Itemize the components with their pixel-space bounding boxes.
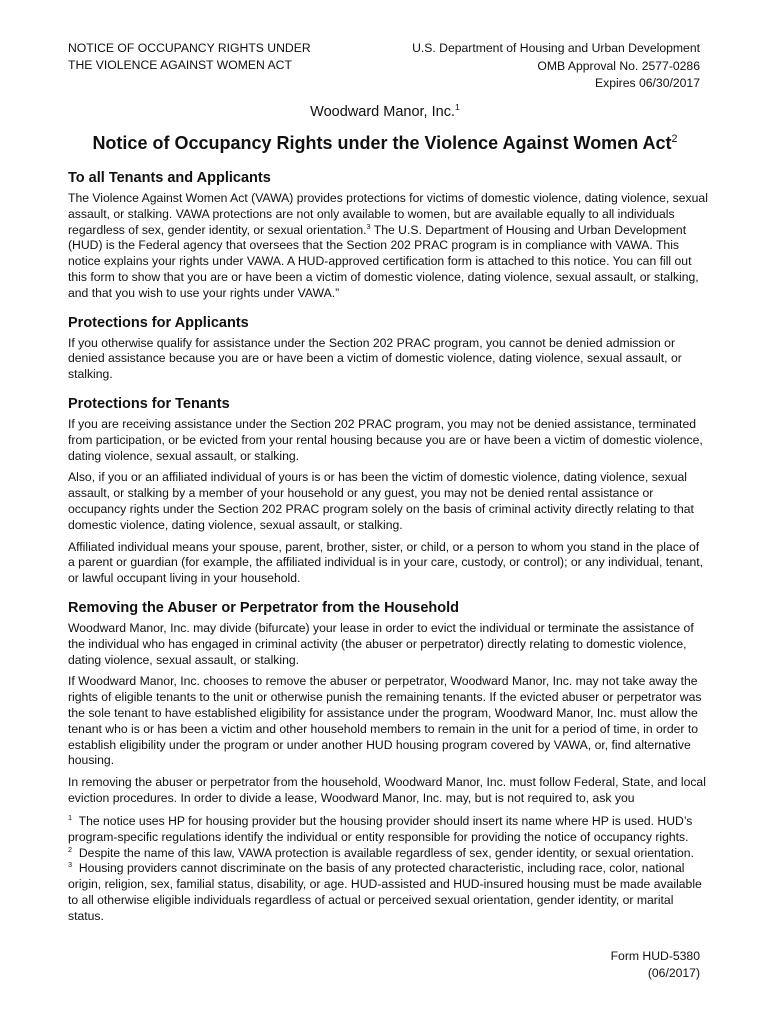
paragraph-text: The Violence Against Women Act (VAWA) provides protections for victims of domestic violence, dating violence, sexual assault, or stalking. VAWA protections are not only available to women, but are available equally to all individuals regardless of sex, gender identity, or sexual orientation. xyxy=(68,191,708,237)
footnote-ref: 1 xyxy=(454,102,460,113)
footnote-ref: 2 xyxy=(671,133,678,145)
footnote xyxy=(68,861,708,924)
header-left-line1: NOTICE OF OCCUPANCY RIGHTS UNDER xyxy=(68,41,311,55)
header-left-line2: THE VIOLENCE AGAINST WOMEN ACT xyxy=(68,58,292,72)
page-title xyxy=(0,133,770,154)
paragraph: In removing the abuser or perpetrator from the household, Woodward Manor, Inc. must follow Federal, State, and local eviction procedures. In order to divide a lease, Woodward Manor, Inc. may, but is not required to, ask you xyxy=(68,775,706,805)
agency-name: U.S. Department of Housing and Urban Development xyxy=(412,41,700,55)
header-right xyxy=(340,40,700,93)
footnote-text: Housing providers cannot discriminate on the basis of any protected characteristic, including race, color, national origin, religion, sex, familial status, disability, or age. HUD-assisted and HUD-insured housing must be made available to all otherwise eligible individuals regardless of actual or perceived sexual orientation, gender identity, or marital status. xyxy=(68,861,702,923)
footnote-number: 3 xyxy=(68,860,73,870)
section-heading-applicants: Protections for Applicants xyxy=(68,314,249,331)
expiration-date: Expires 06/30/2017 xyxy=(594,76,700,90)
footnote-number: 1 xyxy=(68,812,73,822)
footnote-text: The notice uses HP for housing provider but the housing provider should insert its name where HP is used. HUD’s program-specific regulations identify the individual or entity responsible for providing the notice of occupancy rights. xyxy=(68,814,693,844)
form-identifier xyxy=(611,948,700,982)
paragraph: If you are receiving assistance under the Section 202 PRAC program, you may not be denied assistance, terminated from participation, or be evicted from your rental housing because you are or have been a victim of domestic violence, dating violence, sexual assault, or stalking. xyxy=(68,416,703,463)
organization-name-text: Woodward Manor, Inc. xyxy=(310,104,455,120)
footnote xyxy=(68,814,708,846)
footnote-ref: 3 xyxy=(366,221,371,231)
section-heading-removing: Removing the Abuser or Perpetrator from the Household xyxy=(68,599,460,616)
footnote xyxy=(68,846,708,862)
paragraph: If you otherwise qualify for assistance under the Section 202 PRAC program, you cannot be denied admission or denied assistance because you are or have been a victim of domestic violence, dating violence, sexual assault, or stalking. xyxy=(68,335,682,382)
paragraph xyxy=(68,191,708,302)
form-number: Form HUD-5380 xyxy=(610,949,700,963)
section-heading-all-tenants: To all Tenants and Applicants xyxy=(68,170,271,186)
organization-name xyxy=(0,104,770,120)
omb-approval: OMB Approval No. 2577-0286 xyxy=(537,58,700,73)
paragraph: Also, if you or an affiliated individual of yours is or has been the victim of domestic violence, dating violence, sexual assault, or stalking by a member of your household or any guest, you may not be denied rental assistance or occupancy rights under the Section 202 PRAC program solely on the basis of criminal activity directly relating to that domestic violence, dating violence, sexual assault, or stalking. xyxy=(68,470,694,532)
header-left xyxy=(68,40,368,74)
document-body xyxy=(68,169,708,813)
paragraph: Affiliated individual means your spouse, parent, brother, sister, or child, or a person to whom you stand in the place of a parent or guardian (for example, the affiliated individual is in your care, custody, or control); or any individual, tenant, or lawful occupant living in your household. xyxy=(68,539,703,586)
footnote-number: 2 xyxy=(68,844,73,854)
paragraph: If Woodward Manor, Inc. chooses to remove the abuser or perpetrator, Woodward Manor, Inc. may not take away the rights of eligible tenants to the unit or otherwise punish the remaining tenants. If the evicted abuser or perpetrator was the sole tenant to have established eligibility for assistance under the program, Woodward Manor, Inc. must allow the tenant who is or has been a victim and other household members to remain in the unit for a period of time, in order to establish eligibility under the program or under another HUD housing program covered by VAWA, or, find alternative housing. xyxy=(68,674,702,768)
paragraph-text: The U.S. Department of Housing and Urban Development (HUD) is the Federal agency that oversees that the Section 202 PRAC program is in compliance with VAWA. This notice explains your rights under VAWA. A HUD-approved certification form is attached to this notice. You can fill out this form to show that you are or have been a victim of domestic violence, dating violence, sexual assault, or stalking, and that you wish to use your rights under VAWA.” xyxy=(68,222,699,300)
footnotes xyxy=(68,814,708,925)
form-date: (06/2017) xyxy=(647,966,700,980)
section-heading-tenants: Protections for Tenants xyxy=(68,395,230,412)
page-title-text: Notice of Occupancy Rights under the Violence Against Women Act xyxy=(92,133,672,153)
footnote-text: Despite the name of this law, VAWA protection is available regardless of sex, gender identity, or sexual orientation. xyxy=(78,845,694,860)
paragraph: Woodward Manor, Inc. may divide (bifurcate) your lease in order to evict the individual or terminate the assistance of the individual who has engaged in criminal activity (the abuser or perpetrator) directly relating to domestic violence, dating violence, sexual assault, or stalking. xyxy=(68,620,694,667)
